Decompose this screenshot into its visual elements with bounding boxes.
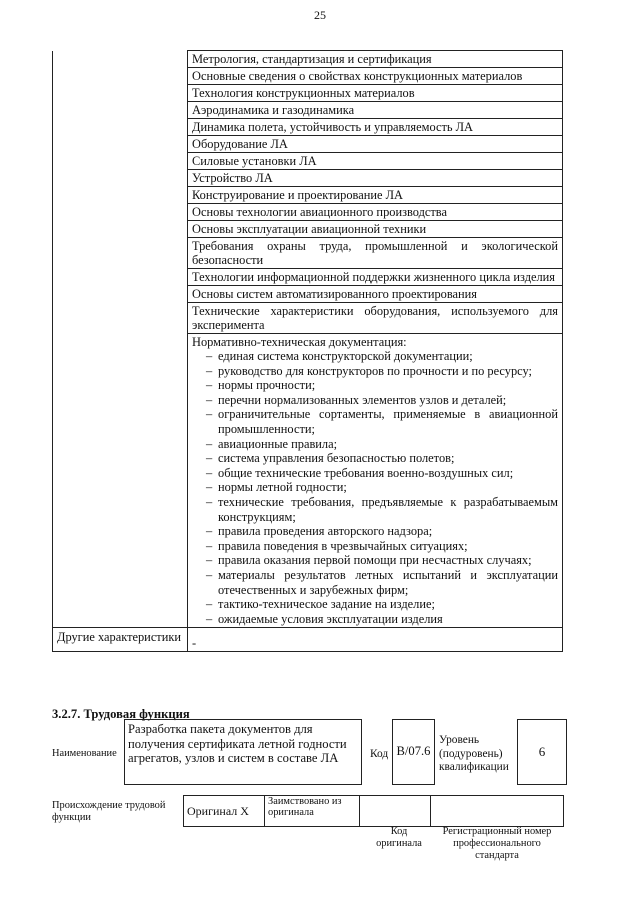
normative-item: – тактико-техническое задание на изделие;: [206, 597, 558, 612]
subject-cell: Силовые установки ЛА: [188, 153, 563, 170]
original-cell: Оригинал X: [184, 796, 265, 827]
origin-table: [183, 795, 564, 827]
normative-item: – перечни нормализованных элементов узлов и деталей;: [206, 393, 558, 408]
normative-item: – правила поведения в чрезвычайных ситуациях;: [206, 539, 558, 554]
subject-row: [53, 51, 563, 68]
name-value: Разработка пакета документов для получения сертификата летной годности агрегатов, узлов и систем в составе ЛА: [128, 722, 347, 765]
subject-cell: Аэродинамика и газодинамика: [188, 102, 563, 119]
normative-item: – единая система конструкторской документации;: [206, 349, 558, 364]
subject-cell: Конструирование и проектирование ЛА: [188, 187, 563, 204]
section-title: 3.2.7. Трудовая функция: [52, 707, 190, 721]
normative-heading: Нормативно-техническая документация:: [192, 335, 407, 349]
level-label: Уровень (подуровень) квалификации: [439, 734, 509, 773]
subject-cell: Требования охраны труда, промышленной и экологической безопасности: [188, 238, 563, 269]
subject-cell: Основы систем автоматизированного проектирования: [188, 286, 563, 303]
name-value-box: [124, 719, 362, 785]
normative-item: – ограничительные сортаменты, применяемые в авиационной промышленности;: [206, 407, 558, 436]
subject-cell: Основные сведения о свойствах конструкционных материалов: [188, 68, 563, 85]
normative-item: – система управления безопасностью полетов;: [206, 451, 558, 466]
subject-cell: Технология конструкционных материалов: [188, 85, 563, 102]
reg-number-cell: [431, 796, 564, 827]
normative-item: – общие технические требования военно-воздушных сил;: [206, 466, 558, 481]
origin-label: Происхождение трудовой функции: [52, 800, 166, 823]
code-label: Код: [370, 748, 389, 760]
normative-cell: [188, 334, 563, 628]
normative-item: – правила проведения авторского надзора;: [206, 524, 558, 539]
subject-cell: Метрология, стандартизация и сертификация: [188, 51, 563, 68]
name-label: Наименование: [52, 748, 117, 759]
normative-item: – ожидаемые условия эксплуатации изделия: [206, 612, 558, 627]
normative-item: – материалы результатов летных испытаний и эксплуатации отечественных и зарубежных фирм;: [206, 568, 558, 597]
other-row: [53, 628, 563, 652]
normative-item: – нормы прочности;: [206, 378, 558, 393]
level-value-box: [517, 719, 567, 785]
normative-item: – правила оказания первой помощи при несчастных случаях;: [206, 553, 558, 568]
other-value: -: [188, 628, 563, 652]
code-original-cell: [360, 796, 431, 827]
code-original-label: Код оригинала: [376, 826, 422, 849]
reg-number-label: Регистрационный номер профессионального стандарта: [442, 826, 552, 861]
borrowed-cell: Заимствовано из оригинала: [265, 796, 360, 827]
normative-item: – руководство для конструкторов по прочности и по ресурсу;: [206, 364, 558, 379]
subject-cell: Технологии информационной поддержки жизненного цикла изделия: [188, 269, 563, 286]
normative-item: – технические требования, предъявляемые к разрабатываемым конструкциям;: [206, 495, 558, 524]
subject-cell: Технические характеристики оборудования, используемого для эксперимента: [188, 303, 563, 334]
normative-item: – нормы летной годности;: [206, 480, 558, 495]
subject-cell: Основы технологии авиационного производства: [188, 204, 563, 221]
subject-cell: Динамика полета, устойчивость и управляемость ЛА: [188, 119, 563, 136]
knowledge-table: [52, 50, 563, 652]
page-number: 25: [314, 8, 326, 22]
code-value-box: [392, 719, 435, 785]
level-value: 6: [538, 744, 546, 759]
other-label: Другие характеристики: [53, 628, 188, 652]
code-value: B/07.6: [396, 744, 431, 758]
subject-cell: Основы эксплуатации авиационной техники: [188, 221, 563, 238]
normative-item: – авиационные правила;: [206, 437, 558, 452]
subject-cell: Оборудование ЛА: [188, 136, 563, 153]
subject-cell: Устройство ЛА: [188, 170, 563, 187]
normative-list: [192, 349, 558, 626]
knowledge-label-cell: [53, 51, 188, 628]
